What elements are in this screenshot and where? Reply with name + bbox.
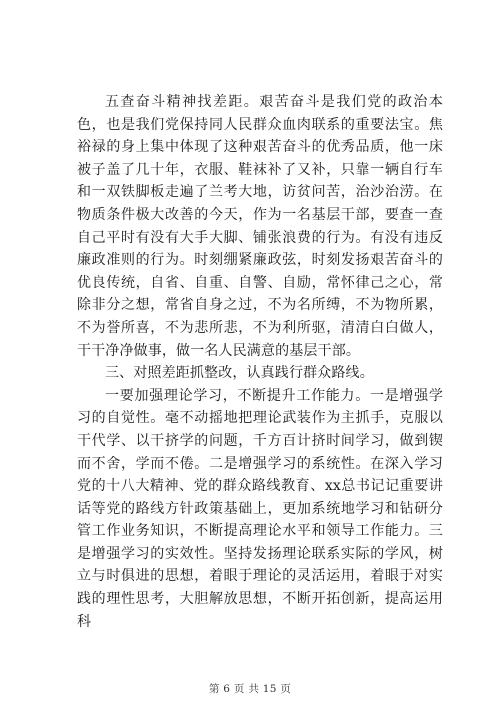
document-body: [77, 91, 443, 633]
section-heading-rectification: 三、对照差距抓整改，认真践行群众路线。: [105, 365, 374, 382]
page-footer: 第 6 页 共 15 页: [208, 683, 292, 695]
paragraph-struggle-spirit: 五查奋斗精神找差距。艰苦奋斗是我们党的政治本色，也是我们党保持同人民群众血肉联系的重要法宝。焦裕禄的身上集中体现了这种艰苦奋斗的优秀品质，他一床被子盖了几十年，衣服、鞋袜补了又补，只靠一辆自行车和一双铁脚板走遍了兰考大地，访贫问苦，治沙治涝。在物质条件极大改善的今天，作为一名基层干部，要查一查自己平时有没有大手大脚、铺张浪费的行为。有没有违反廉政准则的行为。时刻绷紧廉政弦，时刻发扬艰苦奋斗的优良传统，自省、自重、自警、自励，常怀律己之心，常除非分之想，常省自身之过，不为名所缚，不为物所累，不为誉所喜，不为悲所悲，不为利所驱，清清白白做人，干干净净做事，做一名人民满意的基层干部。: [77, 94, 443, 359]
paragraph-theory-study: 一要加强理论学习，不断提升工作能力。一是增强学习的自觉性。毫不动摇地把理论武装作为主抓手，克服以干代学、以干挤学的问题，千方百计挤时间学习，做到锲而不舍，学而不倦。二是增强学习的系统性。在深入学习党的十八大精神、党的群众路线教育、xx总书记记重要讲话等党的路线方针政策基础上，更加系统地学习和钻研分管工作业务知识，不断提高理论水平和领导工作能力。三是增强学习的实效性。坚持发扬理论联系实际的学风，树立与时俱进的思想，着眼于理论的灵活运用，着眼于对实践的理性思考，大胆解放思想，不断开拓创新，提高运用科: [77, 387, 443, 630]
